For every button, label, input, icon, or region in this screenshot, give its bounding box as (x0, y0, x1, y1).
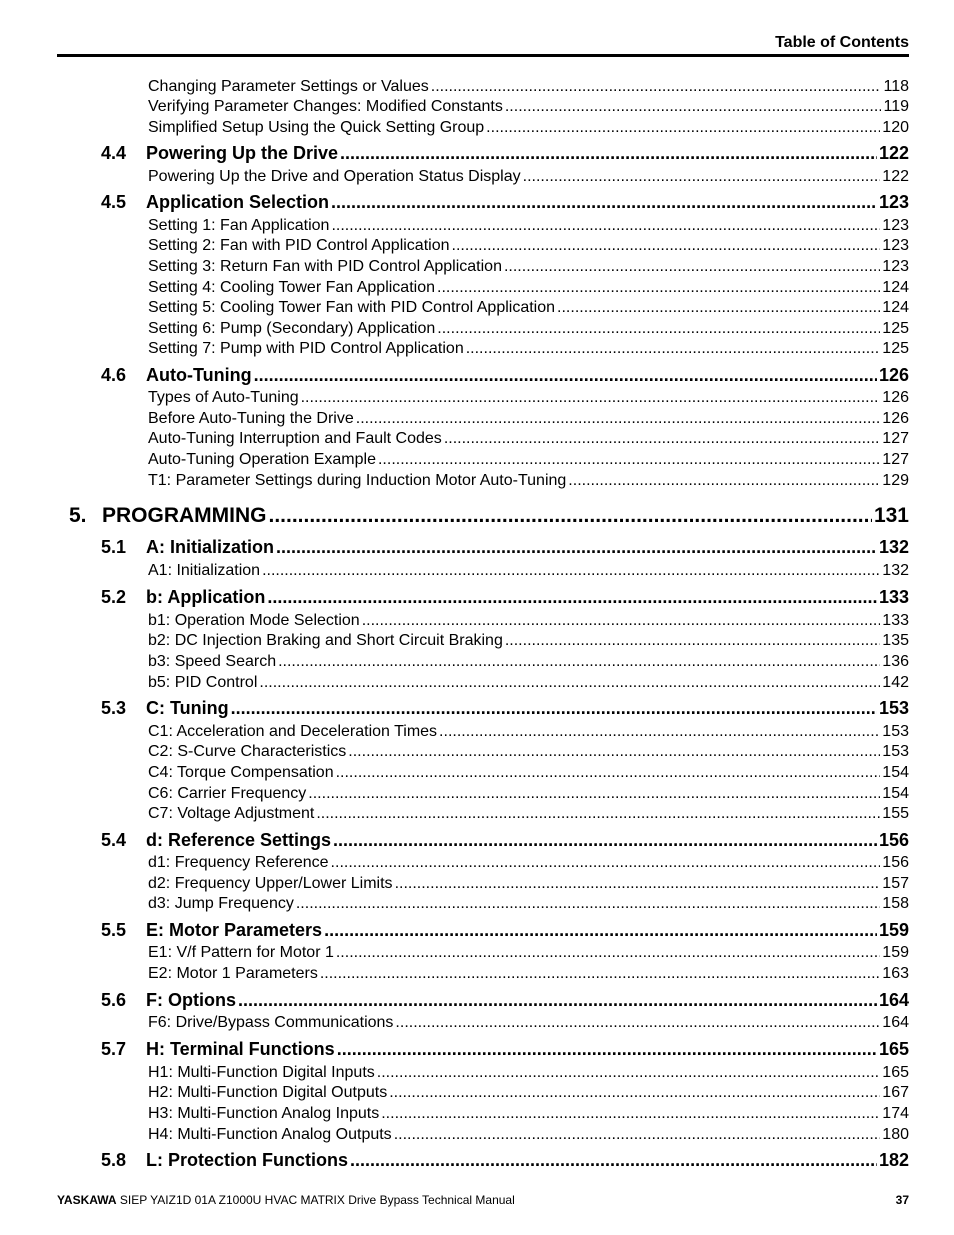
dot-leader (254, 365, 877, 386)
toc-subentry[interactable] (148, 299, 909, 319)
toc-entry-page: 154 (882, 785, 909, 802)
dot-leader (316, 805, 880, 823)
toc-entry-page: 123 (882, 237, 909, 254)
dot-leader (262, 562, 880, 580)
dot-leader (278, 653, 880, 671)
dot-leader (350, 1150, 877, 1171)
toc-entry-title: d2: Frequency Upper/Lower Limits (148, 875, 393, 892)
dot-leader (336, 944, 880, 962)
header-rule (57, 54, 909, 57)
dot-leader (269, 504, 872, 528)
dot-leader (340, 143, 877, 164)
toc-entry-title: Setting 6: Pump (Secondary) Application (148, 320, 436, 337)
toc-entry-title: Auto-Tuning Operation Example (148, 451, 376, 468)
toc-entry-page: 127 (882, 451, 909, 468)
toc-entry-title: H: Terminal Functions (146, 1039, 335, 1059)
toc-subentry[interactable] (148, 1014, 909, 1034)
toc-subentry[interactable] (148, 653, 909, 673)
dot-leader (389, 1084, 880, 1102)
dot-leader (308, 785, 880, 803)
toc-entry-title: Changing Parameter Settings or Values (148, 78, 429, 95)
toc-entry-page: 126 (882, 410, 909, 427)
toc-section[interactable] (101, 365, 909, 389)
toc-subentry[interactable] (148, 785, 909, 805)
toc-section[interactable] (101, 143, 909, 167)
toc-entry-title: T1: Parameter Settings during Induction Motor Auto-Tuning (148, 472, 567, 489)
toc-entry-page: 133 (878, 587, 909, 607)
toc-entry-title: F6: Drive/Bypass Communications (148, 1014, 394, 1031)
toc-subentry[interactable] (148, 743, 909, 763)
toc-entry-title: C2: S-Curve Characteristics (148, 743, 347, 760)
toc-entry-page: 153 (878, 698, 909, 718)
toc-section[interactable] (101, 920, 909, 944)
toc-section[interactable] (101, 1039, 909, 1063)
toc-entry-page: 126 (882, 389, 909, 406)
toc-entry-number: 5.6 (101, 990, 127, 1010)
page-header-title: Table of Contents (775, 34, 909, 51)
toc-subentry[interactable] (148, 805, 909, 825)
dot-leader (378, 451, 880, 469)
dot-leader (301, 389, 881, 407)
toc-entry-title: Setting 1: Fan Application (148, 217, 330, 234)
toc-entry-number: 5.7 (101, 1039, 127, 1059)
toc-subentry[interactable] (148, 674, 909, 694)
dot-leader (324, 920, 877, 941)
toc-entry-title: b1: Operation Mode Selection (148, 612, 360, 629)
toc-entry-page: 125 (882, 320, 909, 337)
toc-entry-title: C4: Torque Compensation (148, 764, 334, 781)
dot-leader (331, 192, 877, 213)
toc-entry-title: b: Application (146, 587, 266, 607)
dot-leader (231, 698, 877, 719)
toc-entry-page: 124 (882, 299, 909, 316)
toc-subentry[interactable] (148, 612, 909, 632)
dot-leader (377, 1064, 881, 1082)
dot-leader (568, 472, 880, 490)
toc-entry-page: 164 (882, 1014, 909, 1031)
toc-subentry[interactable] (148, 965, 909, 985)
toc-entry-page: 118 (883, 78, 909, 95)
toc-subentry[interactable] (148, 78, 909, 98)
toc-subentry[interactable] (148, 410, 909, 430)
toc-subentry[interactable] (148, 258, 909, 278)
dot-leader (437, 279, 880, 297)
toc-entry-title: Setting 4: Cooling Tower Fan Application (148, 279, 435, 296)
dot-leader (523, 168, 881, 186)
toc-subentry[interactable] (148, 472, 909, 492)
dot-leader (333, 830, 877, 851)
toc-entry-title: d1: Frequency Reference (148, 854, 329, 871)
toc-entry-title: C6: Carrier Frequency (148, 785, 307, 802)
toc-entry-number: 5.8 (101, 1150, 127, 1170)
toc-subentry[interactable] (148, 340, 909, 360)
toc-subentry[interactable] (148, 237, 909, 257)
toc-subentry[interactable] (148, 875, 909, 895)
toc-entry-title: Setting 7: Pump with PID Control Application (148, 340, 464, 357)
toc-entry-title: Verifying Parameter Changes: Modified Constants (148, 98, 503, 115)
dot-leader (238, 990, 877, 1011)
toc-entry-page: 155 (882, 805, 909, 822)
toc-entry-title: H4: Multi-Function Analog Outputs (148, 1126, 392, 1143)
toc-entry-title: H3: Multi-Function Analog Inputs (148, 1105, 380, 1122)
toc-section[interactable] (101, 830, 909, 854)
toc-entry-page: 182 (878, 1150, 909, 1170)
dot-leader (356, 410, 881, 428)
toc-entry-page: 131 (873, 504, 909, 527)
toc-subentry[interactable] (148, 632, 909, 652)
toc-subentry[interactable] (148, 764, 909, 784)
toc-entry-page: 154 (882, 764, 909, 781)
toc-entry-page: 142 (882, 674, 909, 691)
toc-entry-page: 124 (882, 279, 909, 296)
toc-entry-title: L: Protection Functions (146, 1150, 348, 1170)
toc-entry-title: Before Auto-Tuning the Drive (148, 410, 354, 427)
toc-section[interactable] (101, 1150, 909, 1174)
toc-entry-page: 135 (882, 632, 909, 649)
toc-entry-page: 159 (878, 920, 909, 940)
toc-entry-number: 5. (69, 504, 87, 527)
toc-entry-page: 132 (882, 562, 909, 579)
toc-subentry[interactable] (148, 451, 909, 471)
dot-leader (557, 299, 880, 317)
dot-leader (504, 258, 880, 276)
toc-entry-page: 122 (882, 168, 909, 185)
dot-leader (394, 1126, 881, 1144)
toc-entry-title: b2: DC Injection Braking and Short Circuit Braking (148, 632, 503, 649)
toc-subentry[interactable] (148, 320, 909, 340)
toc-entry-page: 127 (882, 430, 909, 447)
toc-subentry[interactable] (148, 98, 909, 118)
toc-entry-page: 123 (878, 192, 909, 212)
dot-leader (395, 1014, 880, 1032)
toc-entry-page: 156 (878, 830, 909, 850)
toc-entry-title: Application Selection (146, 192, 330, 212)
dot-leader (267, 587, 877, 608)
toc-entry-title: Simplified Setup Using the Quick Setting Group (148, 119, 485, 136)
dot-leader (452, 237, 881, 255)
toc-entry-page: 167 (882, 1084, 909, 1101)
dot-leader (296, 895, 880, 913)
dot-leader (466, 340, 881, 358)
toc-entry-page: 156 (882, 854, 909, 871)
toc-subentry[interactable] (148, 168, 909, 188)
toc-entry-page: 123 (882, 258, 909, 275)
toc-section[interactable] (101, 698, 909, 722)
toc-entry-title: E2: Motor 1 Parameters (148, 965, 318, 982)
toc-entry-title: E1: V/f Pattern for Motor 1 (148, 944, 334, 961)
toc-entry-page: 153 (882, 723, 909, 740)
toc-subentry[interactable] (148, 1126, 909, 1146)
toc-subentry[interactable] (148, 119, 909, 139)
dot-leader (320, 965, 880, 983)
toc-entry-page: 159 (882, 944, 909, 961)
toc-entry-page: 132 (878, 537, 909, 557)
dot-leader (505, 98, 882, 116)
toc-entry-title: C: Tuning (146, 698, 229, 718)
toc-subentry[interactable] (148, 279, 909, 299)
dot-leader (437, 320, 880, 338)
toc-entry-title: F: Options (146, 990, 236, 1010)
toc-entry-title: Powering Up the Drive and Operation Status Display (148, 168, 521, 185)
toc-entry-title: C7: Voltage Adjustment (148, 805, 315, 822)
toc-entry-page: 126 (878, 365, 909, 385)
footer-manual-title (57, 1193, 515, 1207)
toc-entry-title: PROGRAMMING (102, 504, 267, 527)
toc-entry-page: 122 (878, 143, 909, 163)
toc-entry-number: 5.1 (101, 537, 127, 557)
toc-section[interactable] (101, 990, 909, 1014)
toc-entry-title: H2: Multi-Function Digital Outputs (148, 1084, 388, 1101)
dot-leader (276, 537, 877, 558)
toc-subentry[interactable] (148, 217, 909, 237)
toc-entry-title: A1: Initialization (148, 562, 261, 579)
toc-entry-number: 4.6 (101, 365, 127, 385)
toc-subentry[interactable] (148, 854, 909, 874)
toc-subentry[interactable] (148, 430, 909, 450)
toc-entry-page: 157 (882, 875, 909, 892)
toc-entry-page: 133 (882, 612, 909, 629)
toc-entry-page: 136 (882, 653, 909, 670)
toc-entry-page: 174 (882, 1105, 909, 1122)
toc-entry-page: 120 (882, 119, 909, 136)
toc-subentry[interactable] (148, 895, 909, 915)
dot-leader (486, 119, 880, 137)
toc-entry-title: C1: Acceleration and Deceleration Times (148, 723, 438, 740)
dot-leader (431, 78, 882, 96)
toc-entry-number: 4.5 (101, 192, 127, 212)
footer-brand: YASKAWA (57, 1193, 117, 1207)
toc-entry-page: 119 (883, 98, 909, 115)
toc-entry-page: 165 (882, 1064, 909, 1081)
dot-leader (337, 1039, 877, 1060)
toc-entry-number: 4.4 (101, 143, 127, 163)
toc-entry-number: 5.2 (101, 587, 127, 607)
toc-section[interactable] (101, 192, 909, 216)
dot-leader (331, 217, 880, 235)
dot-leader (348, 743, 880, 761)
dot-leader (362, 612, 881, 630)
dot-leader (336, 764, 881, 782)
toc-entry-page: 158 (882, 895, 909, 912)
toc-entry-title: Setting 5: Cooling Tower Fan with PID Control Application (148, 299, 556, 316)
toc-entry-title: E: Motor Parameters (146, 920, 323, 940)
toc-entry-title: Auto-Tuning Interruption and Fault Codes (148, 430, 442, 447)
toc-entry-page: 165 (878, 1039, 909, 1059)
dot-leader (439, 723, 880, 741)
toc-entry-title: b3: Speed Search (148, 653, 277, 670)
toc-section[interactable] (101, 587, 909, 611)
toc-entry-page: 164 (878, 990, 909, 1010)
dot-leader (331, 854, 881, 872)
toc-entry-title: b5: PID Control (148, 674, 258, 691)
footer-manual-name: SIEP YAIZ1D 01A Z1000U HVAC MATRIX Drive Bypass Technical Manual (119, 1193, 515, 1207)
toc-entry-title: Setting 3: Return Fan with PID Control Application (148, 258, 502, 275)
toc-subentry[interactable] (148, 944, 909, 964)
toc-entry-title: Setting 2: Fan with PID Control Application (148, 237, 450, 254)
dot-leader (259, 674, 880, 692)
toc-entry-page: 180 (882, 1126, 909, 1143)
toc-subentry[interactable] (148, 1084, 909, 1104)
dot-leader (395, 875, 881, 893)
toc-subentry[interactable] (148, 562, 909, 582)
toc-entry-number: 5.3 (101, 698, 127, 718)
dot-leader (505, 632, 880, 650)
toc-entry-title: H1: Multi-Function Digital Inputs (148, 1064, 375, 1081)
toc-entry-page: 163 (882, 965, 909, 982)
toc-entry-title: Types of Auto-Tuning (148, 389, 299, 406)
toc-entry-title: Powering Up the Drive (146, 143, 339, 163)
toc-subentry[interactable] (148, 389, 909, 409)
dot-leader (444, 430, 880, 448)
toc-entry-title: A: Initialization (146, 537, 274, 557)
dot-leader (381, 1105, 880, 1123)
toc-entry-title: d3: Jump Frequency (148, 895, 294, 912)
toc-entry-title: d: Reference Settings (146, 830, 332, 850)
toc-entry-number: 5.4 (101, 830, 127, 850)
toc-section[interactable] (101, 537, 909, 561)
footer-page-number: 37 (895, 1193, 909, 1207)
toc-entry-page: 153 (882, 743, 909, 760)
toc-subentry[interactable] (148, 1064, 909, 1084)
toc-entry-title: Auto-Tuning (146, 365, 252, 385)
toc-entry-number: 5.5 (101, 920, 127, 940)
toc-entry-page: 129 (882, 472, 909, 489)
toc-subentry[interactable] (148, 1105, 909, 1125)
toc-entry-page: 125 (882, 340, 909, 357)
toc-subentry[interactable] (148, 723, 909, 743)
toc-chapter[interactable] (69, 504, 909, 532)
toc-entry-page: 123 (882, 217, 909, 234)
